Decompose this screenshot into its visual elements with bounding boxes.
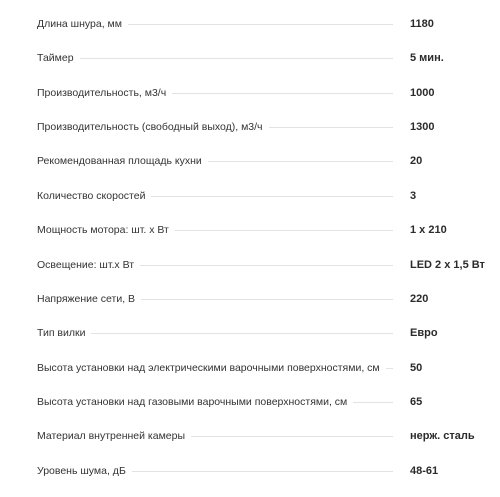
spec-label: Рекомендованная площадь кухни bbox=[37, 155, 208, 167]
spec-label: Тип вилки bbox=[37, 327, 91, 339]
spec-value: 65 bbox=[410, 396, 423, 408]
spec-value: нерж. сталь bbox=[410, 430, 475, 442]
dotted-leader bbox=[128, 24, 393, 25]
spec-row-voltage bbox=[0, 289, 500, 309]
spec-label: Длина шнура, мм bbox=[37, 18, 128, 30]
spec-row-performance bbox=[0, 83, 500, 103]
spec-value: LED 2 x 1,5 Вт bbox=[410, 259, 485, 271]
spec-label: Уровень шума, дБ bbox=[37, 465, 132, 477]
spec-row-timer bbox=[0, 48, 500, 68]
spec-row-performance-free bbox=[0, 117, 500, 137]
spec-label: Освещение: шт.х Вт bbox=[37, 259, 140, 271]
spec-row-chamber-material bbox=[0, 426, 500, 446]
dotted-leader bbox=[141, 299, 393, 300]
dotted-leader bbox=[172, 93, 393, 94]
spec-value: 1000 bbox=[410, 87, 435, 99]
dotted-leader bbox=[175, 230, 393, 231]
dotted-leader bbox=[353, 402, 393, 403]
spec-row-kitchen-area bbox=[0, 151, 500, 171]
spec-label: Высота установки над газовыми варочными поверхностями, см bbox=[37, 396, 353, 408]
spec-value: 3 bbox=[410, 190, 417, 202]
spec-value: 20 bbox=[410, 155, 423, 167]
dotted-leader bbox=[386, 368, 393, 369]
spec-label: Напряжение сети, В bbox=[37, 293, 141, 305]
dotted-leader bbox=[151, 196, 393, 197]
spec-row-noise-level bbox=[0, 461, 500, 481]
spec-label: Количество скоростей bbox=[37, 190, 151, 202]
spec-row-speeds bbox=[0, 186, 500, 206]
dotted-leader bbox=[191, 436, 393, 437]
spec-row-lighting bbox=[0, 255, 500, 275]
spec-row-height-gas bbox=[0, 392, 500, 412]
spec-label: Материал внутренней камеры bbox=[37, 430, 191, 442]
spec-value: 48-61 bbox=[410, 465, 439, 477]
spec-label: Мощность мотора: шт. х Вт bbox=[37, 224, 175, 236]
spec-value: 5 мин. bbox=[410, 52, 444, 64]
spec-value: 1300 bbox=[410, 121, 435, 133]
dotted-leader bbox=[91, 333, 393, 334]
dotted-leader bbox=[80, 58, 393, 59]
dotted-leader bbox=[269, 127, 393, 128]
spec-label: Таймер bbox=[37, 52, 80, 64]
spec-row-height-electric bbox=[0, 358, 500, 378]
spec-label: Производительность (свободный выход), м3/ч bbox=[37, 121, 269, 133]
spec-value: 50 bbox=[410, 362, 423, 374]
dotted-leader bbox=[132, 471, 393, 472]
spec-value: 1 x 210 bbox=[410, 224, 447, 236]
spec-row-motor-power bbox=[0, 220, 500, 240]
dotted-leader bbox=[140, 265, 393, 266]
spec-row-cord-length bbox=[0, 14, 500, 34]
spec-value: Евро bbox=[410, 327, 438, 339]
spec-row-plug-type bbox=[0, 323, 500, 343]
spec-label: Производительность, м3/ч bbox=[37, 87, 172, 99]
spec-value: 1180 bbox=[410, 18, 434, 30]
spec-label: Высота установки над электрическими варочными поверхностями, см bbox=[37, 362, 386, 374]
dotted-leader bbox=[208, 161, 393, 162]
spec-value: 220 bbox=[410, 293, 429, 305]
